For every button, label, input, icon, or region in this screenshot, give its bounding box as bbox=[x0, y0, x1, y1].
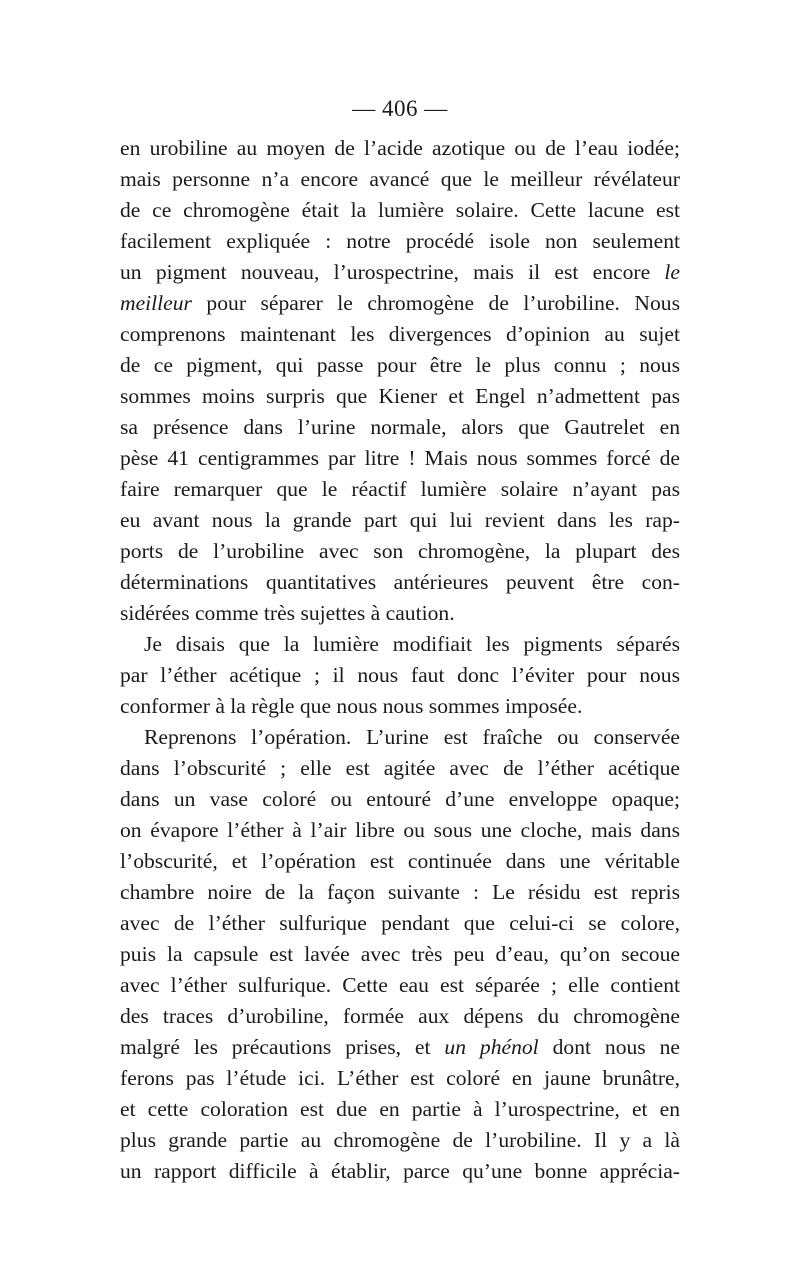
text-line: déterminations quantitatives antérieures peuvent être con- bbox=[120, 570, 680, 594]
text-line: des traces d’urobiline, formée aux dépens du chromogène bbox=[120, 1004, 680, 1028]
text-line bbox=[120, 257, 680, 288]
text-segment: malgré les précautions prises, et bbox=[120, 1035, 445, 1059]
text-line: de ce pigment, qui passe pour être le plus connu ; nous bbox=[120, 353, 680, 377]
text-line: et cette coloration est due en partie à l’urospectrine, et en bbox=[120, 1097, 680, 1121]
text-line: chambre noire de la façon suivante : Le résidu est repris bbox=[120, 880, 680, 904]
text-line: ferons pas l’étude ici. L’éther est coloré en jaune brunâtre, bbox=[120, 1066, 680, 1090]
text-segment: dont nous ne bbox=[538, 1035, 680, 1059]
text-line: sa présence dans l’urine normale, alors que Gautrelet en bbox=[120, 415, 680, 439]
text-line: ports de l’urobiline avec son chromogène, la plupart des bbox=[120, 539, 680, 563]
text-line: comprenons maintenant les divergences d’opinion au sujet bbox=[120, 322, 680, 346]
text-line: par l’éther acétique ; il nous faut donc l’éviter pour nous bbox=[120, 663, 680, 687]
text-line: on évapore l’éther à l’air libre ou sous une cloche, mais dans bbox=[120, 818, 680, 842]
italic-text: meilleur bbox=[120, 291, 192, 315]
text-line: de ce chromogène était la lumière solaire. Cette lacune est bbox=[120, 198, 680, 222]
text-line: Je disais que la lumière modifiait les pigments séparés bbox=[144, 632, 680, 656]
text-line: pèse 41 centigrammes par litre ! Mais nous sommes forcé de bbox=[120, 446, 680, 470]
text-line: en urobiline au moyen de l’acide azotique ou de l’eau iodée; bbox=[120, 136, 680, 160]
text-line: avec de l’éther sulfurique pendant que celui-ci se colore, bbox=[120, 911, 680, 935]
text-line: conformer à la règle que nous nous sommes imposée. bbox=[120, 694, 583, 718]
body-text bbox=[120, 133, 680, 1187]
text-line: dans un vase coloré ou entouré d’une enveloppe opaque; bbox=[120, 787, 680, 811]
text-line: sommes moins surpris que Kiener et Engel n’admettent pas bbox=[120, 384, 680, 408]
page-number: — 406 — bbox=[352, 96, 448, 121]
text-line: avec l’éther sulfurique. Cette eau est séparée ; elle contient bbox=[120, 973, 680, 997]
text-segment: un pigment nouveau, l’urospectrine, mais il est encore bbox=[120, 260, 665, 284]
italic-text: un phénol bbox=[444, 1035, 539, 1059]
text-line bbox=[120, 1032, 680, 1063]
text-line bbox=[120, 288, 680, 319]
italic-text: le bbox=[664, 260, 680, 284]
text-line: puis la capsule est lavée avec très peu d’eau, qu’on secoue bbox=[120, 942, 680, 966]
text-line: Reprenons l’opération. L’urine est fraîche ou conservée bbox=[144, 725, 680, 749]
text-line: un rapport difficile à établir, parce qu’une bonne apprécia- bbox=[120, 1159, 680, 1183]
text-line: plus grande partie au chromogène de l’urobiline. Il y a là bbox=[120, 1128, 680, 1152]
text-line: l’obscurité, et l’opération est continuée dans une véritable bbox=[120, 849, 680, 873]
text-line: facilement expliquée : notre procédé isole non seulement bbox=[120, 229, 680, 253]
text-line: sidérées comme très sujettes à caution. bbox=[120, 601, 455, 625]
text-line: mais personne n’a encore avancé que le meilleur révélateur bbox=[120, 167, 680, 191]
text-segment: pour séparer le chromogène de l’urobiline. Nous bbox=[191, 291, 680, 315]
text-line: eu avant nous la grande part qui lui revient dans les rap- bbox=[120, 508, 680, 532]
text-line: dans l’obscurité ; elle est agitée avec de l’éther acétique bbox=[120, 756, 680, 780]
text-line: faire remarquer que le réactif lumière solaire n’ayant pas bbox=[120, 477, 680, 501]
